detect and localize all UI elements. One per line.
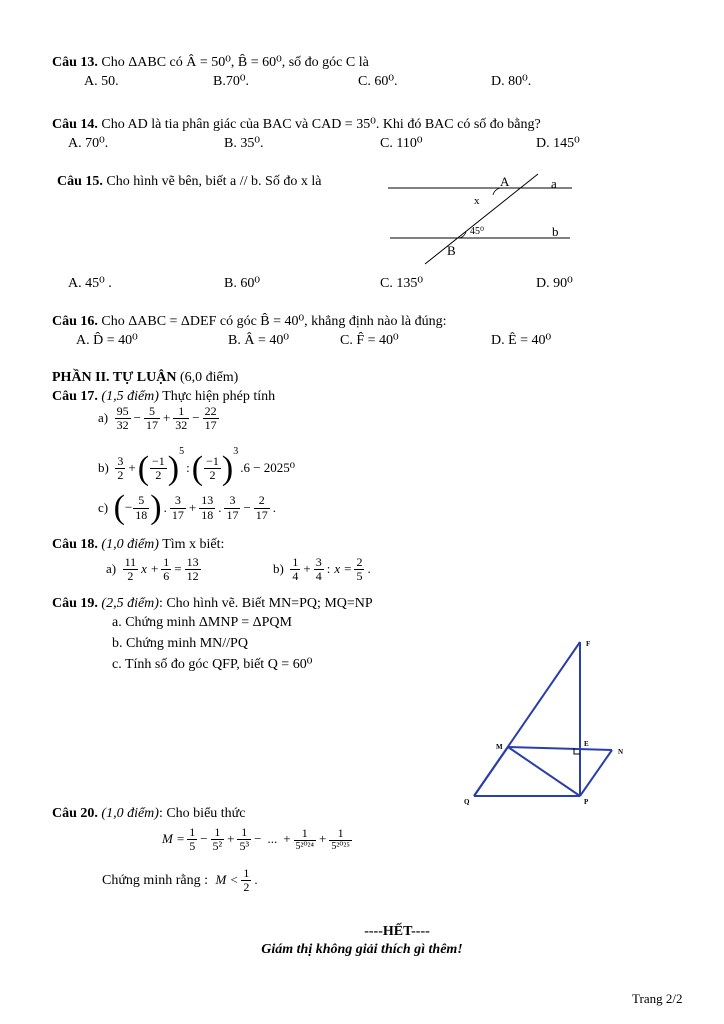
part2-heading (52, 370, 238, 386)
q16-option-c: C. F̂ = 40⁰ (340, 333, 399, 348)
q18a-tag: a) (106, 561, 117, 577)
q17a-frac4: $\frac{22}{17}$ (204, 404, 217, 433)
q13-option-d: D. 80⁰. (491, 74, 532, 89)
q17a-frac1: $\frac{95}{32}$ (116, 404, 129, 433)
label-Q: Q (464, 798, 470, 806)
label-B: B (447, 243, 456, 258)
q19-text: : Cho hình vẽ. Biết MN=PQ; MQ=NP (158, 596, 373, 611)
q18-line (52, 537, 224, 553)
q20-dots: ... (267, 831, 278, 847)
q17b-frac3: $\frac{-1}{2}$ (206, 454, 219, 483)
q16-label: Câu 16. (52, 314, 98, 329)
label-x: x (474, 195, 480, 207)
q14-option-a: A. 70⁰. (68, 136, 109, 151)
label-A: A (500, 174, 510, 189)
q18-score: (1,0 điểm) (101, 537, 159, 552)
q19-item-b: b. Chứng minh MN//PQ (112, 636, 248, 651)
q17c-frac5: $\frac{2}{17}$ (255, 493, 268, 522)
q15-label: Câu 15. (57, 174, 103, 189)
q18b-tag: b) (273, 561, 284, 577)
end-note: Giám thị không giải thích gì thêm! (261, 942, 463, 957)
q19-score: (2,5 điểm) (101, 596, 159, 611)
q18-label: Câu 18. (52, 537, 98, 552)
q17c-frac1: $\frac{5}{18}$ (135, 493, 148, 522)
q17a-frac2: $\frac{5}{17}$ (145, 404, 158, 433)
q13-label: Câu 13. (52, 55, 98, 70)
label-N: N (618, 748, 624, 756)
q18a-x: x (141, 561, 147, 577)
q18-text: Tìm x biết: (162, 537, 225, 552)
q17-score: (1,5 điểm) (101, 389, 159, 404)
q14-line (52, 117, 541, 133)
q19-item-c: c. Tính số đo góc QFP, biết Q = 60⁰ (112, 657, 313, 672)
angle-x-arc (493, 188, 501, 195)
q17c-frac2: $\frac{3}{17}$ (171, 493, 184, 522)
q18a-expression: a) $\frac{11}{2}$ x + $\frac{1}{6}$ = $\frac{13}{12}$ (106, 555, 199, 584)
q18b-frac2: $\frac{3}{4}$ (315, 555, 322, 584)
q19-label: Câu 19. (52, 596, 98, 611)
q16-option-b: B. Â = 40⁰ (228, 333, 289, 348)
q17b-exp1: 5 (179, 446, 185, 457)
q19-line (52, 596, 373, 612)
q17b-tail: .6 − 2025⁰ (240, 460, 295, 476)
q16-option-a: A. D̂ = 40⁰ (76, 333, 138, 348)
q15-line (57, 174, 321, 190)
label-E: E (584, 740, 589, 748)
q17-line (52, 389, 275, 405)
q14-option-d: D. 145⁰ (536, 136, 580, 151)
q15-option-a: A. 45⁰ . (68, 276, 112, 291)
q20-term1: $\frac{1}{5}$ (189, 825, 196, 854)
q14-label: Câu 14. (52, 117, 98, 132)
q20-prove-text: Chứng minh rằng : (102, 872, 208, 888)
q17-text: Thực hiện phép tính (162, 389, 276, 404)
q17b-frac2: $\frac{-1}{2}$ (152, 454, 165, 483)
q18a-frac3: $\frac{13}{12}$ (186, 555, 199, 584)
label-P: P (584, 798, 589, 806)
q16-line (52, 314, 446, 330)
q20-term4: $\frac{1}{\text{5²⁰²⁴}}$ (295, 826, 315, 853)
q14-text: Cho AD là tia phân giác của BAC và CAD = 35⁰. Khi đó BAC có số đo bằng? (101, 117, 541, 132)
part2-score: (6,0 điểm) (179, 370, 239, 385)
q17b-frac1: $\frac{3}{2}$ (117, 454, 124, 483)
q18a-frac1: $\frac{11}{2}$ (124, 555, 137, 584)
q13-text: Cho ΔABC có Â = 50⁰, B̂ = 60⁰, số đo góc C là (101, 55, 369, 70)
q18b-frac1: $\frac{1}{4}$ (292, 555, 299, 584)
q20-line (52, 806, 245, 822)
q14-option-b: B. 35⁰. (224, 136, 264, 151)
q19-item-a: a. Chứng minh ΔMNP = ΔPQM (112, 615, 292, 630)
q17a-frac3: $\frac{1}{32}$ (175, 404, 188, 433)
q18b-x: x (334, 561, 341, 577)
q18b-frac3: $\frac{2}{5}$ (356, 555, 363, 584)
label-M: M (496, 743, 503, 751)
q13-option-b: B.70⁰. (213, 74, 249, 89)
q17b-tag: b) (98, 460, 109, 476)
q17a-expression: a) $\frac{95}{32}$ − $\frac{5}{17}$ + $\frac{1}{32}$ − $\frac{22}{17}$ (98, 404, 217, 433)
q13-line (52, 55, 369, 71)
page-number: Trang 2/2 (632, 991, 683, 1006)
q17c-tag: c) (98, 499, 109, 515)
label-45: 45⁰ (470, 226, 485, 237)
q17a-tag: a) (98, 410, 109, 426)
label-a: a (551, 176, 557, 191)
segment-MP (508, 747, 580, 796)
q18a-frac2: $\frac{1}{6}$ (163, 555, 170, 584)
q15-figure (380, 168, 580, 268)
part2-title: PHẦN II. TỰ LUẬN (52, 370, 177, 385)
q20-M: M (162, 831, 173, 847)
q20-term3: $\frac{1}{\text{5³}}$ (239, 825, 250, 854)
q20-score: (1,0 điểm) (101, 806, 159, 821)
q20-prove-line: Chứng minh rằng : M < $\frac{1}{2}$ . (102, 866, 258, 895)
q17b-exp2: 3 (233, 446, 239, 457)
q17b-expression: b) $\frac{3}{2}$ +( $\frac{-1}{2}$ )$^5$:( $\frac{-1}{2}$ )$^3$.6 − 2025⁰ (98, 446, 295, 487)
q16-text: Cho ΔABC = ΔDEF có góc B̂ = 40⁰, khẳng định nào là đúng: (101, 314, 447, 329)
q17c-frac3: $\frac{13}{18}$ (201, 493, 214, 522)
q20-expression: M = $\frac{1}{5}$ − $\frac{1}{\text{5²}}$ + $\frac{1}{\text{5³}}$ − ... + $\frac{1}{\text{5²⁰²⁴}}$ + $\frac{1}{\text{5²⁰²⁵}}$ (162, 825, 350, 854)
q15-option-b: B. 60⁰ (224, 276, 260, 291)
q20-label: Câu 20. (52, 806, 98, 821)
q15-option-d: D. 90⁰ (536, 276, 573, 291)
q15-text: Cho hình vẽ bên, biết a // b. Số đo x là (106, 174, 322, 189)
q20-prove-frac: $\frac{1}{2}$ (243, 866, 250, 895)
segment-QF (474, 642, 580, 796)
q20-prove-lhs: M < (215, 872, 239, 888)
q19-figure (458, 634, 628, 814)
q17-label: Câu 17. (52, 389, 98, 404)
q13-option-a: A. 50. (84, 74, 119, 89)
q14-option-c: C. 110⁰ (380, 136, 423, 151)
q15-option-c: C. 135⁰ (380, 276, 423, 291)
q20-term2: $\frac{1}{\text{5²}}$ (212, 825, 223, 854)
q17c-expression: c) (− $\frac{5}{18}$ ) . $\frac{3}{17}$ + $\frac{13}{18}$ . $\frac{3}{17}$ − $\frac{2}{17}$ . (98, 489, 277, 526)
q17c-frac4: $\frac{3}{17}$ (226, 493, 239, 522)
end-het: ----HẾT---- (364, 924, 430, 939)
q20-text: : Cho biểu thức (158, 806, 246, 821)
label-b: b (552, 224, 559, 239)
q16-option-d: D. Ê = 40⁰ (491, 333, 552, 348)
q20-term5: $\frac{1}{\text{5²⁰²⁵}}$ (331, 826, 350, 853)
segment-NP (580, 750, 612, 796)
label-F: F (586, 640, 591, 648)
q13-option-c: C. 60⁰. (358, 74, 398, 89)
q18b-expression: b) $\frac{1}{4}$ + $\frac{3}{4}$ : x = $\frac{2}{5}$ . (273, 555, 371, 584)
segment-MN (508, 747, 612, 750)
